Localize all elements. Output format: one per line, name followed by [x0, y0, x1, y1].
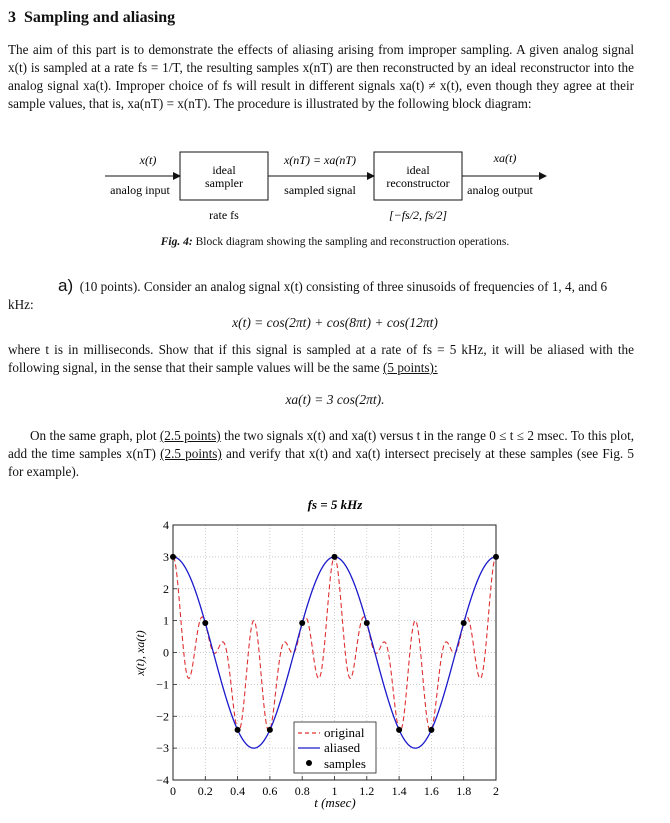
part-a-text3b: the two signals x(t) and xa(t) versus t in the range 0 ≤ t ≤ 2 msec. To this plot, add the time samples x(nT) [8, 428, 635, 461]
part-a-points2: (5 points): [383, 360, 438, 375]
part-a-text2-block [8, 341, 634, 377]
sample-point [235, 727, 241, 733]
equation-2: xa(t) = 3 cos(2πt). [285, 392, 385, 407]
sample-point [364, 620, 370, 626]
sampler-rate: rate fs [209, 208, 239, 222]
y-tick-label: −2 [156, 709, 169, 724]
section-heading [8, 9, 175, 27]
reconstructor-band: [−fs/2, fs/2] [388, 208, 448, 222]
x-tick-label: 1.2 [359, 784, 375, 798]
y-tick-label: −1 [156, 677, 169, 692]
sample-point [461, 620, 467, 626]
diagram-input-signal: x(t) [139, 153, 157, 167]
sample-point [332, 554, 338, 560]
part-a-text3c: and verify that x(t) and xa(t) intersect precisely at these samples (see Fig. 5 for example). [8, 446, 634, 479]
x-tick-label: 0 [170, 784, 176, 798]
diagram-output-signal: xa(t) [493, 151, 517, 165]
y-axis-label: x(t), xa(t) [133, 630, 147, 676]
y-tick-label: 2 [163, 581, 169, 596]
sampler-line2: sampler [205, 176, 243, 190]
part-a-text3-block [8, 427, 634, 481]
equation-1: x(t) = cos(2πt) + cos(8πt) + cos(12πt) [232, 315, 438, 330]
block-diagram [100, 142, 550, 227]
x-axis-label: t (msec) [314, 795, 356, 810]
diagram-mid-label: sampled signal [284, 183, 356, 197]
diagram-input-label: analog input [110, 183, 170, 197]
sample-point [170, 554, 176, 560]
figure-4-text: Block diagram showing the sampling and reconstruction operations. [195, 236, 510, 248]
plot-title: fs = 5 kHz [307, 497, 363, 512]
plot-legend [294, 722, 376, 773]
x-tick-label: 0.2 [197, 784, 213, 798]
diagram-mid-signal: x(nT) = xa(nT) [283, 153, 357, 167]
part-a-intro [8, 277, 634, 314]
x-tick-label: 1.4 [391, 784, 407, 798]
legend-aliased: aliased [324, 740, 361, 755]
aliasing-plot [100, 493, 520, 813]
part-a-text3a: On the same graph, plot [30, 428, 157, 443]
part-a-letter: a) [58, 276, 74, 295]
y-tick-label: 0 [163, 645, 169, 660]
x-tick-label: 2 [493, 784, 499, 798]
x-tick-label: 1.6 [423, 784, 439, 798]
sample-point [428, 727, 434, 733]
section-number: 3 [8, 9, 16, 26]
x-tick-label: 1 [331, 784, 338, 798]
series-samples [170, 554, 499, 733]
diagram-output-label: analog output [467, 183, 533, 197]
part-a-points3: (2.5 points) [159, 428, 221, 443]
y-tick-label: 4 [163, 518, 169, 532]
intro-paragraph: The aim of this part is to demonstrate the effects of aliasing arising from improper sampling. A given analog signal x(t) is sampled at a rate fs = 1/T, the resulting samples x(nT) are then reconstructed by an ideal reconstructor into the analog signal xa(t). Improper choice of fs will result in different signals xa(t) ≠ x(t), even though they agree at their sample values, that is, xa(nT) = x(nT). The procedure is illustrated by the following block diagram: [8, 42, 634, 111]
sample-point [299, 620, 305, 626]
sample-point [202, 620, 208, 626]
legend-original: original [324, 725, 365, 740]
sample-point [396, 727, 402, 733]
sample-point [493, 554, 499, 560]
part-a-text1: Consider an analog signal x(t) consisting of three sinusoids of frequencies of 1, 4, and 6 kHz: [8, 279, 608, 312]
figure-4-caption [0, 236, 670, 248]
part-a-points4: (2.5 points) [160, 446, 222, 461]
x-tick-label: 1.8 [456, 784, 472, 798]
part-a-text2: where t is in milliseconds. Show that if this signal is sampled at a rate of fs = 5 kHz, it will be aliased with the following signal, in the sense that their sample values will be the same [8, 342, 634, 375]
y-tick-labels [156, 518, 169, 787]
x-tick-label: 0.4 [230, 784, 246, 798]
y-tick-label: 3 [163, 549, 169, 564]
y-tick-label: −3 [156, 741, 169, 756]
sample-point [267, 727, 273, 733]
legend-samples: samples [324, 756, 366, 771]
figure-4-label: Fig. 4: [160, 236, 193, 248]
reconstructor-line2: reconstructor [386, 176, 450, 190]
y-tick-label: 1 [163, 613, 169, 628]
part-a-points: (10 points). [79, 279, 141, 294]
legend-samples-swatch [306, 760, 312, 766]
section-title: Sampling and aliasing [24, 9, 176, 26]
x-tick-label: 0.6 [262, 784, 278, 798]
x-tick-label: 0.8 [294, 784, 310, 798]
sampler-line1: ideal [212, 163, 236, 177]
y-tick-label: −4 [156, 773, 169, 787]
reconstructor-line1: ideal [406, 163, 430, 177]
